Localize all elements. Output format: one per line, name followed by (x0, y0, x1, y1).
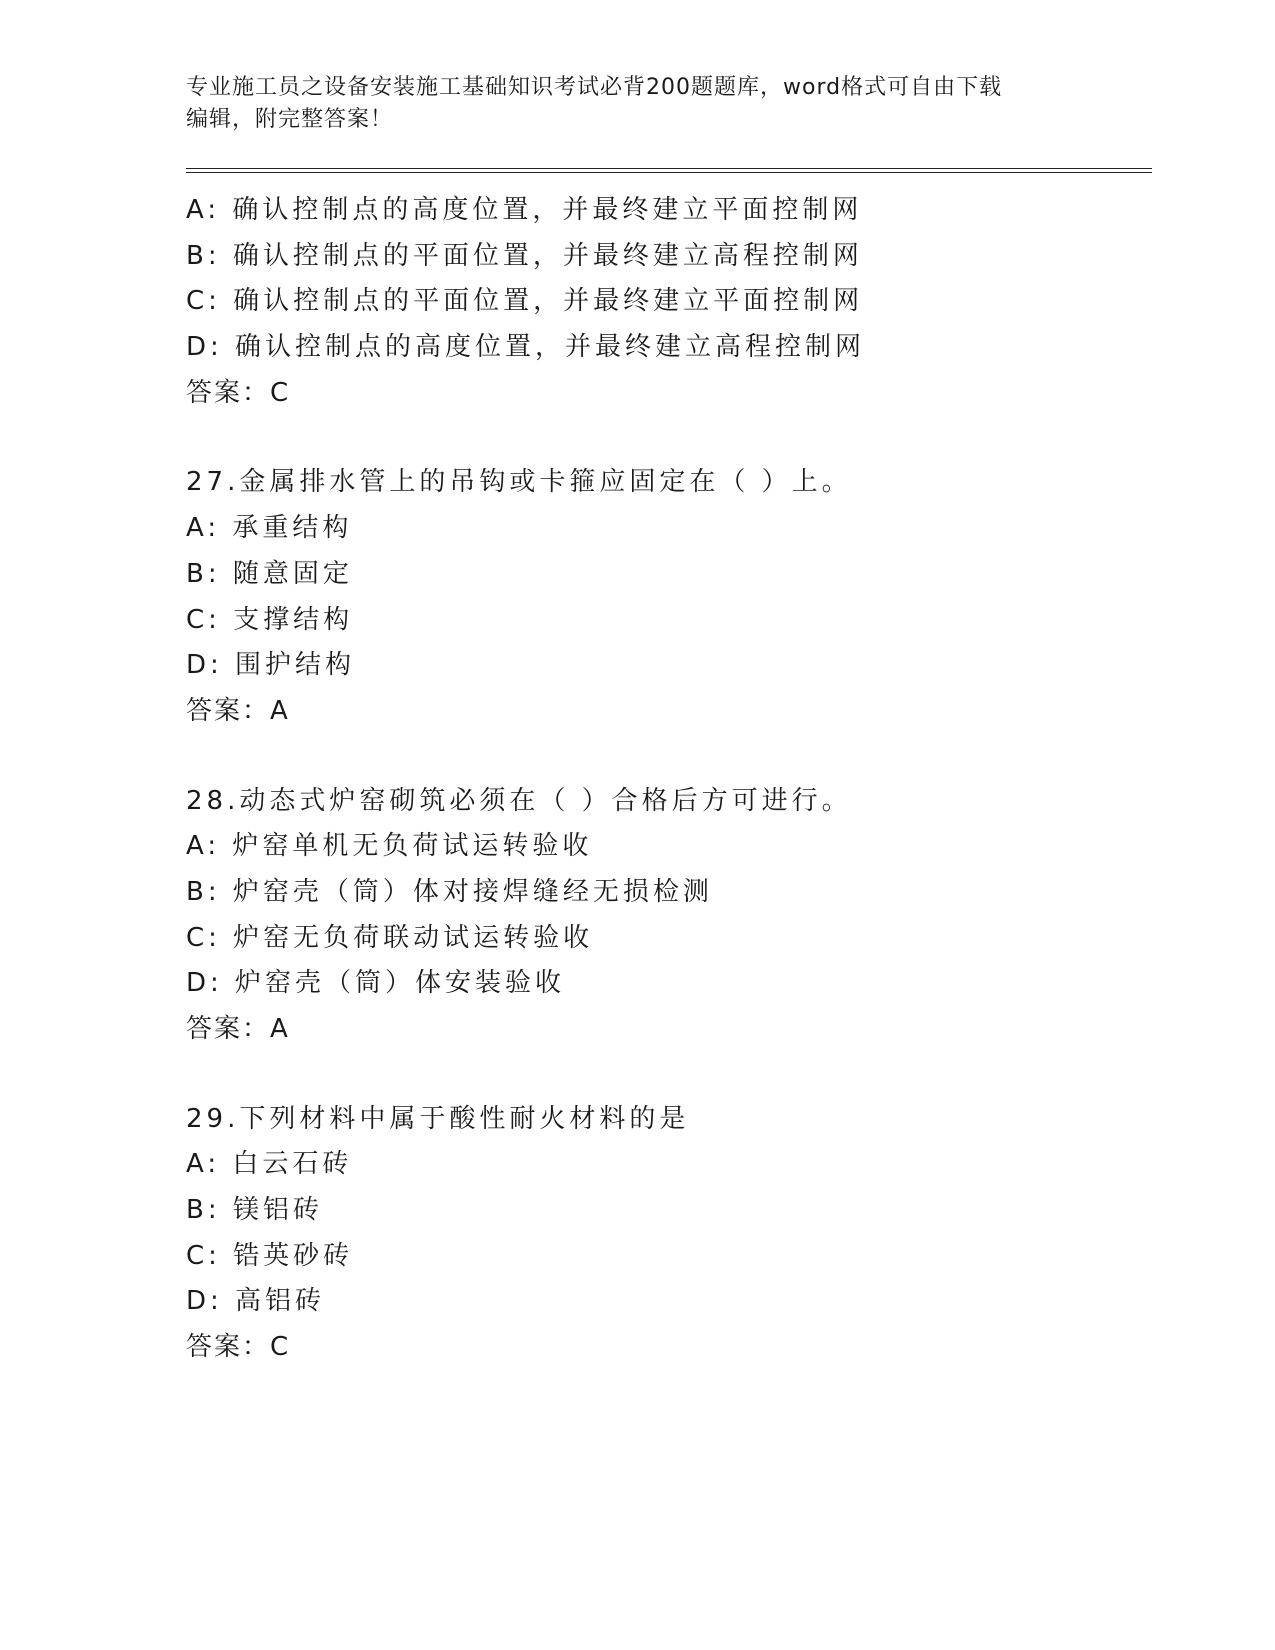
question-block-26 (186, 188, 1152, 416)
option-b: B: 镁铝砖 (186, 1195, 323, 1226)
answer: 答案：A (186, 1014, 290, 1044)
option-a: A: 承重结构 (186, 513, 353, 544)
answer: 答案：C (186, 1332, 291, 1363)
question-text: 28.动态式炉窑砌筑必须在（ ）合格后方可进行。 (186, 785, 852, 816)
answer: 答案：A (186, 695, 290, 726)
question-list (186, 188, 1152, 1371)
header-rule-bottom (186, 172, 1152, 173)
option-a: A: 确认控制点的高度位置，并最终建立平面控制网 (186, 195, 863, 225)
option-d: D: 确认控制点的高度位置，并最终建立高程控制网 (186, 332, 866, 363)
answer: 答案：C (186, 377, 291, 408)
question-text: 27.金属排水管上的吊钩或卡箍应固定在（ ）上。 (186, 467, 852, 498)
option-b: B: 炉窑壳（筒）体对接焊缝经无损检测 (186, 876, 713, 907)
option-d: D: 围护结构 (186, 650, 356, 681)
option-c: C: 支撑结构 (186, 604, 354, 635)
header-rule-top (186, 168, 1152, 169)
option-c: C: 锆英砂砖 (186, 1240, 354, 1271)
option-a: A: 白云石砖 (186, 1149, 353, 1180)
option-c: C: 炉窑无负荷联动试运转验收 (186, 922, 594, 953)
question-block-29 (186, 1097, 1152, 1371)
option-a: A: 炉窑单机无负荷试运转验收 (186, 831, 593, 862)
document-header (186, 72, 1086, 136)
header-line-1: 专业施工员之设备安装施工基础知识考试必背200题题库，word格式可自由下载 (186, 75, 1003, 100)
question-block-27 (186, 460, 1152, 734)
option-b: B: 随意固定 (186, 558, 353, 589)
question-text: 29.下列材料中属于酸性耐火材料的是 (186, 1103, 690, 1134)
option-c: C: 确认控制点的平面位置，并最终建立平面控制网 (186, 286, 864, 317)
question-block-28 (186, 779, 1152, 1053)
option-d: D: 炉窑壳（筒）体安装验收 (186, 968, 566, 999)
option-d: D: 高铝砖 (186, 1286, 326, 1317)
option-b: B: 确认控制点的平面位置，并最终建立高程控制网 (186, 240, 863, 271)
header-line-2: 编辑，附完整答案！ (186, 107, 394, 132)
